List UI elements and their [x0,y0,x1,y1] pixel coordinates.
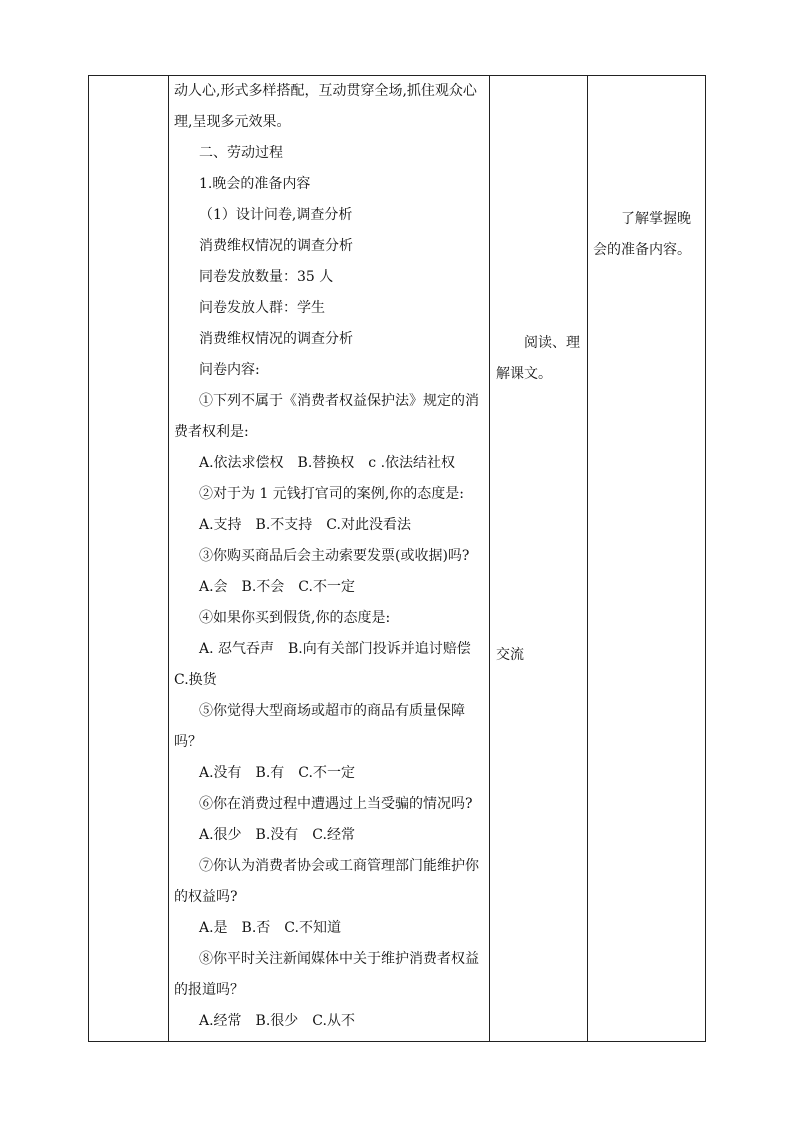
section-heading: 二、劳动过程 [199,145,283,161]
question-line: ⑥你在消费过程中遭遇过上当受骗的情况吗? [199,796,473,812]
student-activity-column [490,76,587,1041]
question-line: ⑧你平时关注新闻媒体中关于维护消费者权益 [199,951,479,967]
question-line: ②对于为 1 元钱打官司的案例,你的态度是: [199,486,464,502]
student-activity-text: 解课文。 [496,366,552,382]
question-line: 的报道吗？ [174,982,244,998]
design-intent-text: 了解掌握晚 [621,211,691,227]
content-line: 问卷内容: [199,362,260,378]
content-line: 消费维权情况的调查分析 [199,238,353,254]
answer-options: A.没有 B.有 C.不一定 [199,765,355,781]
answer-options: A.经常 B.很少 C.从不 [199,1013,355,1029]
question-line: 吗？ [174,734,202,750]
content-line: 动人心,形式多样搭配，互动贯穿全场,抓住观众心 [174,83,477,99]
answer-options: A.依法求偿权 B.替换权 c .依法结社权 [199,455,456,471]
question-line: 费者权利是: [174,424,249,440]
question-line: ③你购买商品后会主动索要发票(或收据)吗? [199,548,470,564]
answer-options: C.换货 [174,672,217,688]
content-line: 同卷发放数量：35 人 [199,269,334,285]
content-line: 消费维权情况的调查分析 [199,331,353,347]
question-line: ⑦你认为消费者协会或工商管理部门能维护你 [199,858,479,874]
question-line: ①下列不属于《消费者权益保护法》规定的消 [199,393,479,409]
question-line: ④如果你买到假货,你的态度是: [199,610,391,626]
teaching-content-column [169,76,489,1041]
content-line: 问卷发放人群：学生 [199,300,325,316]
content-line: 1.晚会的准备内容 [199,176,311,192]
answer-options: A.会 B.不会 C.不一定 [199,579,355,595]
answer-options: A.是 B.否 C.不知道 [199,920,341,936]
answer-options: A.很少 B.没有 C.经常 [199,827,355,843]
student-activity-text: 阅读、理 [524,335,580,351]
empty-left-column [89,76,168,1041]
question-line: ⑤你觉得大型商场或超市的商品有质量保障 [199,703,465,719]
design-intent-text: 会的准备内容。 [593,242,691,258]
content-line: 理,呈现多元效果。 [174,114,291,130]
design-intent-column [588,76,705,1041]
question-line: 的权益吗? [174,889,238,905]
content-line: （1）设计问卷,调查分析 [199,207,353,223]
student-activity-text: 交流 [496,647,524,663]
answer-options: A. 忍气吞声 B.向有关部门投诉并追讨赔偿 [199,641,471,657]
lesson-table [88,75,706,1042]
answer-options: A.支持 B.不支持 C.对此没看法 [199,517,411,533]
